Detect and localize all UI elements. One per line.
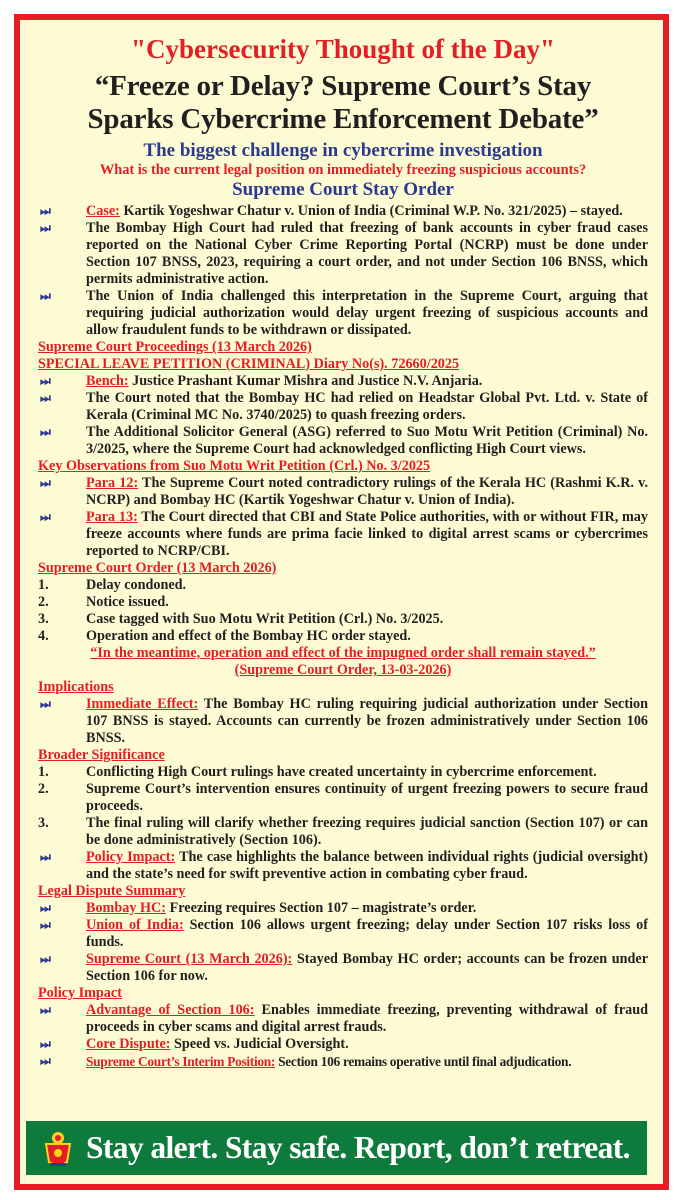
intro-point: ⏭ The Bombay High Court had ruled that freezing of bank accounts in cyber fraud cases reported on the National Cyber Crime Reporting Portal (NCRP) must be done under Section 107 BNSS, 2023, requiring a court order, and not under Section 106 BNSS, which permits administrative action. (40, 220, 648, 287)
order-item: 3. Case tagged with Suo Motu Writ Petition (Crl.) No. 3/2025. (38, 611, 444, 627)
significance-point: ⏭ Policy Impact: The case highlights the balance between individual rights (judicial oversight) and the state’s need for swift preventive action in combating cyber fraud. (40, 849, 648, 882)
order-item: 1. Delay condoned. (38, 577, 187, 593)
dispute-heading: Legal Dispute Summary (38, 883, 186, 899)
proceedings-point: ⏭ Bench: Justice Prashant Kumar Mishra and Justice N.V. Anjaria. (40, 373, 483, 389)
fast-forward-icon: ⏭ (40, 510, 51, 524)
significance-item: 2. Supreme Court’s intervention ensures continuity of urgent freezing powers to secure fraud proceeds. (38, 781, 648, 814)
implications-heading: Implications (38, 679, 114, 695)
implication-point: ⏭ Immediate Effect: The Bombay HC ruling requiring judicial authorization under Section 107 BNSS is stayed. Accounts can currently be frozen administratively under Section 106 BNSS. (40, 696, 649, 746)
order-heading: Supreme Court Order (13 March 2026) (38, 560, 277, 576)
fast-forward-icon: ⏭ (40, 221, 51, 235)
footer-banner (26, 1121, 647, 1175)
dispute-point: ⏭ Supreme Court (13 March 2026): Stayed Bombay HC order; accounts can be frozen under Section 106 for now. (40, 951, 648, 984)
policy-point: ⏭ Advantage of Section 106: Enables immediate freezing, preventing withdrawal of fraud proceeds in cyber scams and digital arrest frauds. (40, 1002, 648, 1035)
fast-forward-icon: ⏭ (40, 850, 51, 864)
dispute-point: ⏭ Union of India: Section 106 allows urgent freezing; delay under Section 107 risks loss of funds. (40, 917, 648, 950)
fast-forward-icon: ⏭ (40, 204, 51, 218)
significance-item: 3. The final ruling will clarify whether freezing requires judicial sanction (Section 107) or can be done administratively (Section 106). (38, 815, 648, 848)
intro-point: ⏭ The Union of India challenged this interpretation in the Supreme Court, arguing that requiring judicial authorization would delay urgent freezing of suspicious accounts and allow fraudulent funds to be withdrawn or dissipated. (40, 288, 648, 338)
question: What is the current legal position on immediately freezing suspicious accounts? (99, 162, 587, 178)
policy-point: ⏭ Core Dispute: Speed vs. Judicial Oversight. (40, 1036, 349, 1052)
proceedings-section (38, 339, 648, 458)
poster-content (38, 28, 648, 1070)
proceedings-point: ⏭ The Additional Solicitor General (ASG) referred to Suo Motu Writ Petition (Criminal) No. 3/2025, where the Supreme Court had acknowledged conflicting High Court views. (40, 424, 648, 457)
order-quote-citation: (Supreme Court Order, 13-03-2026) (234, 662, 452, 678)
headline-line-1: “Freeze or Delay? Supreme Court’s Stay (94, 70, 592, 102)
fast-forward-icon: ⏭ (40, 391, 51, 405)
police-emblem-icon (40, 1128, 76, 1168)
policy-section (38, 985, 648, 1070)
significance-heading: Broader Significance (38, 747, 165, 763)
intro-point: ⏭ Case: Kartik Yogeshwar Chatur v. Union of India (Criminal W.P. No. 321/2025) – stayed. (40, 203, 623, 219)
dispute-section (38, 883, 648, 985)
headline-line-2: Sparks Cybercrime Enforcement Debate” (87, 103, 599, 135)
significance-section (38, 747, 648, 883)
intro-section (38, 203, 648, 339)
order-item: 2. Notice issued. (38, 594, 169, 610)
fast-forward-icon: ⏭ (40, 476, 51, 490)
fast-forward-icon: ⏭ (40, 1003, 51, 1017)
order-quote: “In the meantime, operation and effect of the impugned order shall remain stayed.” (90, 645, 596, 661)
implications-section (38, 679, 648, 747)
fast-forward-icon: ⏭ (40, 374, 51, 388)
fast-forward-icon: ⏭ (40, 289, 51, 303)
thought-title: "Cybersecurity Thought of the Day" (131, 34, 555, 64)
fast-forward-icon: ⏭ (40, 952, 51, 966)
dispute-point: ⏭ Bombay HC: Freezing requires Section 107 – magistrate’s order. (40, 900, 477, 916)
footer-slogan: Stay alert. Stay safe. Report, don’t retreat. (86, 1130, 630, 1165)
poster-frame (14, 14, 669, 1190)
significance-item: 1. Conflicting High Court rulings have created uncertainty in cybercrime enforcement. (38, 764, 597, 780)
subtitle: The biggest challenge in cybercrime investigation (143, 140, 543, 161)
slp-heading: SPECIAL LEAVE PETITION (CRIMINAL) Diary No(s). 72660/2025 (38, 356, 460, 372)
section-title: Supreme Court Stay Order (232, 179, 454, 200)
proceedings-heading: Supreme Court Proceedings (13 March 2026) (38, 339, 312, 355)
fast-forward-icon: ⏭ (40, 1054, 51, 1068)
observation-point: ⏭ Para 13: The Court directed that CBI and State Police authorities, with or without FIR, may freeze accounts where funds are prima facie linked to digital arrest scams or cybercrimes reported to NCRP/CBI. (40, 509, 648, 559)
order-item: 4. Operation and effect of the Bombay HC order stayed. (38, 628, 411, 644)
fast-forward-icon: ⏭ (40, 697, 51, 711)
fast-forward-icon: ⏭ (40, 1037, 51, 1051)
fast-forward-icon: ⏭ (40, 918, 51, 932)
fast-forward-icon: ⏭ (40, 901, 51, 915)
observation-point: ⏭ Para 12: The Supreme Court noted contradictory rulings of the Kerala HC (Rashmi K.R. v. NCRP) and Bombay HC (Kartik Yogeshwar Chatur v. Union of India). (40, 475, 648, 508)
policy-point: ⏭ Supreme Court’s Interim Position: Section 106 remains operative until final adjudication. (40, 1054, 572, 1069)
proceedings-point: ⏭ The Court noted that the Bombay HC had relied on Headstar Global Pvt. Ltd. v. State of Kerala (Criminal MC No. 3740/2025) to quash freezing orders. (40, 390, 648, 423)
headline (38, 70, 648, 136)
policy-heading: Policy Impact (38, 985, 122, 1001)
fast-forward-icon: ⏭ (40, 425, 51, 439)
observations-heading: Key Observations from Suo Motu Writ Petition (Crl.) No. 3/2025 (38, 458, 431, 474)
order-section (38, 560, 648, 679)
observations-section (38, 458, 648, 560)
